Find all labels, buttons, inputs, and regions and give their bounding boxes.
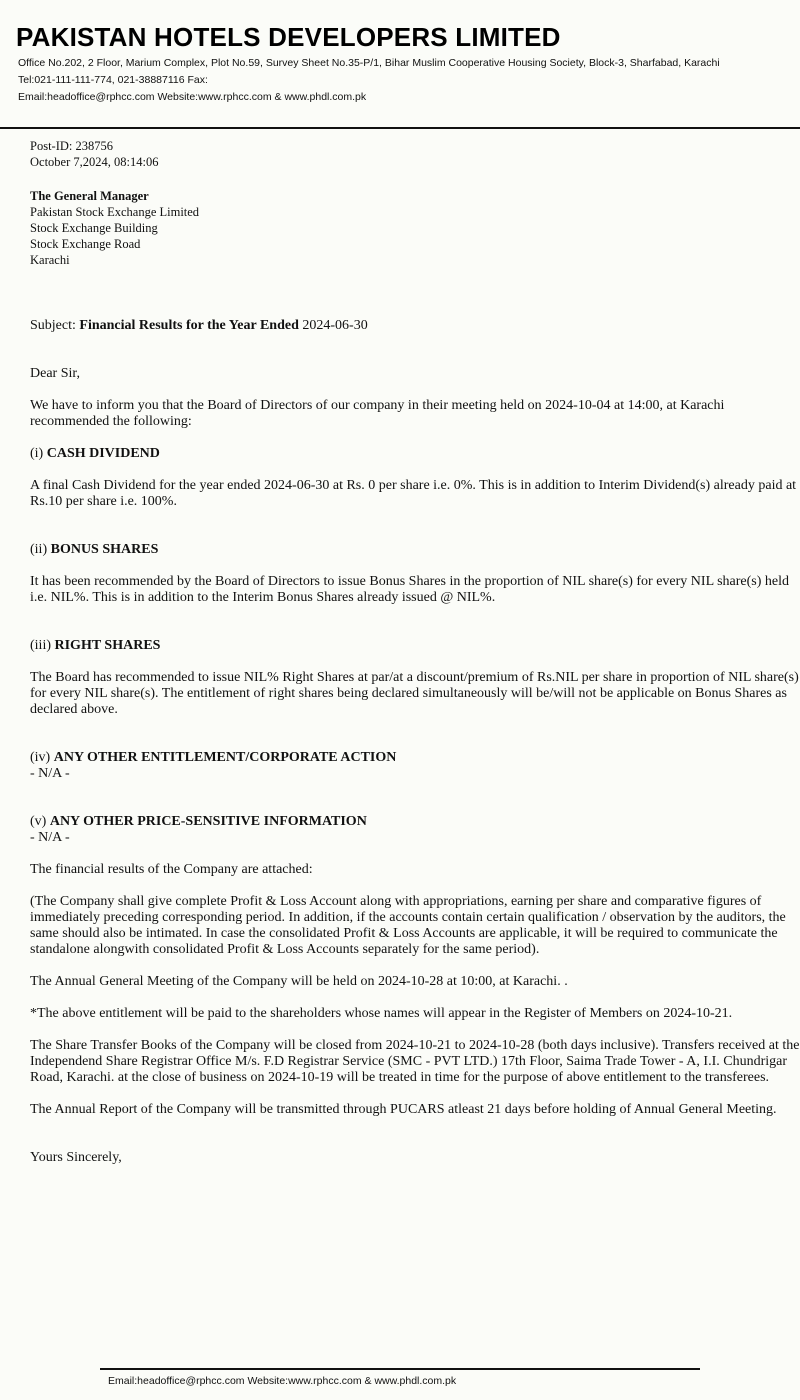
- company-address: Office No.202, 2 Floor, Marium Complex, Plot No.59, Survey Sheet No.35-P/1, Bihar Muslim Cooperative Housing Society, Block-3, Sharfabad, Karachi: [18, 57, 720, 69]
- recipient-line: Karachi: [30, 253, 70, 267]
- section-heading: RIGHT SHARES: [54, 638, 161, 653]
- subject-date: 2024-06-30: [302, 318, 368, 333]
- subject-text: Financial Results for the Year Ended: [79, 318, 299, 333]
- section-heading: ANY OTHER PRICE-SENSITIVE INFORMATION: [49, 814, 367, 829]
- section-number: (ii): [30, 542, 48, 557]
- results-attached: The financial results of the Company are attached:: [30, 862, 313, 877]
- company-email-website: Email:headoffice@rphcc.com Website:www.rphcc.com & www.phdl.com.pk: [18, 91, 367, 103]
- section-number: (v): [30, 814, 47, 829]
- instructions-paragraph: (The Company shall give complete Profit & Loss Account along with appropriations, earning per share and comparative figures of immediately preceding corresponding period. In addition, if the accounts contain certain qualification / observation by the auditors, the same should also be intimated. In case the consolidated Profit & Loss Accounts are applicable, it will be required to communicate the standalone alongwith consolidated Profit & Loss Accounts separately for the same period).: [30, 894, 786, 957]
- subject-label: Subject:: [30, 318, 76, 333]
- header-divider: [0, 127, 800, 129]
- salutation: Dear Sir,: [30, 366, 80, 381]
- footer-email-website: Email:headoffice@rphcc.com Website:www.rphcc.com & www.phdl.com.pk: [108, 1375, 457, 1387]
- intro-paragraph: We have to inform you that the Board of Directors of our company in their meeting held on 2024-10-04 at 14:00, at Karachi recommended the following:: [30, 398, 725, 429]
- recipient-line: Pakistan Stock Exchange Limited: [30, 205, 200, 219]
- recipient-line: Stock Exchange Road: [30, 237, 141, 251]
- section-heading: CASH DIVIDEND: [46, 446, 160, 461]
- recipient-line: Stock Exchange Building: [30, 221, 158, 235]
- price-sensitive-body: - N/A -: [30, 830, 70, 845]
- price-sensitive-heading: [30, 814, 800, 830]
- footer-divider: [100, 1368, 700, 1370]
- section-number: (iv): [30, 750, 51, 765]
- cash-dividend-heading: [30, 446, 800, 462]
- right-shares-heading: [30, 638, 800, 654]
- section-heading: ANY OTHER ENTITLEMENT/CORPORATE ACTION: [53, 750, 397, 765]
- section-number: (iii): [30, 638, 51, 653]
- right-shares-body: The Board has recommended to issue NIL% Right Shares at par/at a discount/premium of Rs.NIL per share in proportion of NIL share(s) for every NIL share(s). The entitlement of right shares being declared simultaneously will be/will not be applicable on Bonus Shares as declared above.: [30, 670, 799, 717]
- annual-report-paragraph: The Annual Report of the Company will be transmitted through PUCARS atleast 21 days before holding of Annual General Meeting.: [30, 1102, 777, 1117]
- closing: Yours Sincerely,: [30, 1150, 122, 1165]
- other-entitlement-body: - N/A -: [30, 766, 70, 781]
- post-datetime: October 7,2024, 08:14:06: [30, 155, 159, 169]
- post-id: Post-ID: 238756: [30, 139, 113, 153]
- cash-dividend-body: A final Cash Dividend for the year ended 2024-06-30 at Rs. 0 per share i.e. 0%. This is in addition to Interim Dividend(s) already paid at Rs.10 per share i.e. 100%.: [30, 478, 797, 509]
- section-number: (i): [30, 446, 44, 461]
- section-heading: BONUS SHARES: [50, 542, 159, 557]
- book-closure-paragraph: The Share Transfer Books of the Company will be closed from 2024-10-21 to 2024-10-28 (both days inclusive). Transfers received at the Independend Share Registrar Office M/s. F.D Registrar Service (SMC - PVT LTD.) 17th Floor, Saima Trade Tower - A, I.I. Chundrigar Road, Karachi. at the close of business on 2024-10-19 will be treated in time for the purpose of above entitlement to the transferees.: [30, 1038, 800, 1085]
- entitlement-note: *The above entitlement will be paid to the shareholders whose names will appear in the Register of Members on 2024-10-21.: [30, 1006, 733, 1021]
- company-name: PAKISTAN HOTELS DEVELOPERS LIMITED: [16, 22, 561, 52]
- company-contact: Tel:021-111-111-774, 021-38887116 Fax:: [18, 74, 208, 86]
- agm-paragraph: The Annual General Meeting of the Company will be held on 2024-10-28 at 10:00, at Karachi. .: [30, 974, 568, 989]
- subject-line: [30, 318, 800, 334]
- recipient-title: The General Manager: [30, 189, 149, 203]
- recipient-block: [30, 188, 800, 268]
- other-entitlement-heading: [30, 750, 800, 766]
- bonus-shares-body: It has been recommended by the Board of Directors to issue Bonus Shares in the proportion of NIL share(s) for every NIL share(s) held i.e. NIL%. This is in addition to the Interim Bonus Shares already issued @ NIL%.: [30, 574, 790, 605]
- bonus-shares-heading: [30, 542, 800, 558]
- letter-body: [30, 138, 800, 1166]
